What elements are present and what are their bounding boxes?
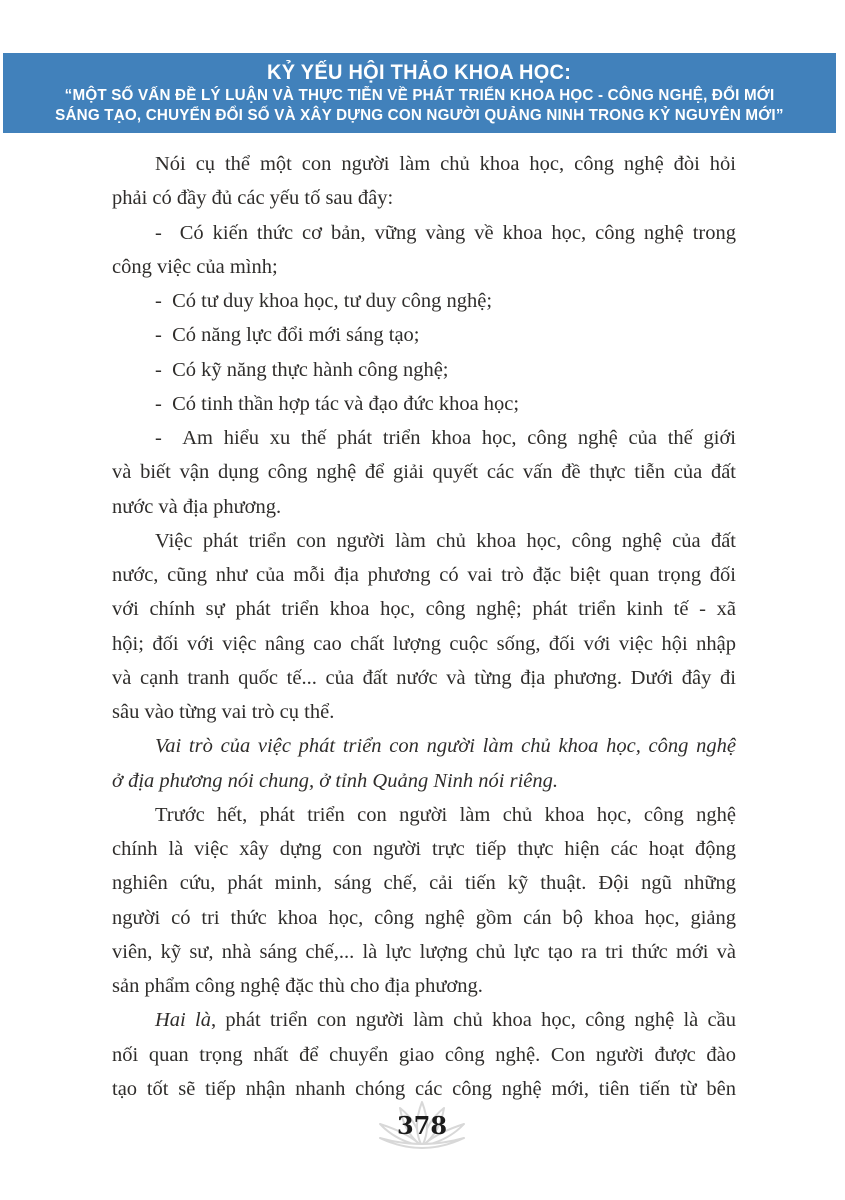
text-line: với chính sự phát triển khoa học, công nghệ; phát triển kinh tế - xã [112, 598, 736, 621]
text-line: tạo tốt sẽ tiếp nhận nhanh chóng các công nghệ mới, tiên tiến từ bên [112, 1077, 736, 1100]
conference-banner [3, 53, 836, 133]
text-line: chính là việc xây dựng con người trực tiếp thực hiện các hoạt động [112, 838, 736, 860]
text-line: nối quan trọng nhất để chuyển giao công nghệ. Con người được đào [112, 1043, 736, 1066]
text-line: sâu vào từng vai trò cụ thể. [112, 701, 335, 723]
text-line: người có tri thức khoa học, công nghệ gồm cán bộ khoa học, giảng [112, 906, 736, 929]
italic-lead: Hai là [155, 1009, 211, 1032]
text-line: và cạnh tranh quốc tế... của đất nước và từng địa phương. Dưới đây đi [112, 666, 736, 689]
text-line: - Có tư duy khoa học, tư duy công nghệ; [155, 290, 493, 312]
text-line: Vai trò của việc phát triển con người làm chủ khoa học, công nghệ [155, 735, 736, 758]
text-line: nước, cũng như của mỗi địa phương có vai trò đặc biệt quan trọng đối [112, 564, 736, 586]
page-number: 378 [396, 1111, 448, 1140]
banner-title [259, 61, 579, 85]
text-line: - Có kỹ năng thực hành công nghệ; [155, 358, 449, 381]
banner-subtitle-line-2-text: SÁNG TẠO, CHUYỂN ĐỔI SỐ VÀ XÂY DỰNG CON NGƯỜI QUẢNG NINH TRONG KỶ NGUYÊN MỚI” [55, 107, 784, 125]
text-line: và biết vận dụng công nghệ để giải quyết các vấn đề thực tiễn của đất [112, 461, 736, 484]
text-line: - Am hiểu xu thế phát triển khoa học, công nghệ của thế giới [155, 427, 736, 449]
text-line: Việc phát triển con người làm chủ khoa học, công nghệ của đất [155, 529, 736, 552]
text-line: Trước hết, phát triển con người làm chủ khoa học, công nghệ [155, 803, 736, 826]
text-segment: , phát triển con người làm chủ khoa học, công nghệ là cầu [210, 1009, 736, 1032]
text-line [112, 1003, 736, 1037]
text-line: sản phẩm công nghệ đặc thù cho địa phương. [112, 975, 483, 997]
text-line: viên, kỹ sư, nhà sáng chế,... là lực lượng chủ lực tạo ra tri thức mới và [112, 940, 736, 963]
text-line: công việc của mình; [112, 255, 278, 278]
page-footer [372, 1100, 472, 1152]
text-line: - Có kiến thức cơ bản, vững vàng về khoa học, công nghệ trong [155, 221, 736, 244]
banner-title-text: KỶ YẾU HỘI THẢO KHOA HỌC: [267, 60, 572, 84]
body-text [112, 147, 736, 1106]
text-line: nước và địa phương. [112, 495, 282, 518]
banner-subtitle-line-1 [46, 87, 793, 105]
text-line: - Có tinh thần hợp tác và đạo đức khoa học; [155, 392, 520, 415]
text-line: Nói cụ thể một con người làm chủ khoa học, công nghệ đòi hỏi [155, 153, 736, 175]
banner-subtitle-line-2 [36, 107, 803, 125]
text-line: phải có đầy đủ các yếu tố sau đây: [112, 187, 394, 210]
banner-subtitle-line-1-text: “MỘT SỐ VẤN ĐỀ LÝ LUẬN VÀ THỰC TIỄN VỀ PHÁT TRIỂN KHOA HỌC - CÔNG NGHỆ, ĐỔI MỚI [64, 86, 775, 104]
text-line: ở địa phương nói chung, ở tỉnh Quảng Ninh nói riêng. [112, 769, 559, 792]
text-line: - Có năng lực đổi mới sáng tạo; [155, 324, 420, 347]
text-line: hội; đối với việc nâng cao chất lượng cuộc sống, đối với việc hội nhập [112, 632, 736, 655]
text-line: nghiên cứu, phát minh, sáng chế, cải tiến kỹ thuật. Đội ngũ những [112, 872, 736, 895]
